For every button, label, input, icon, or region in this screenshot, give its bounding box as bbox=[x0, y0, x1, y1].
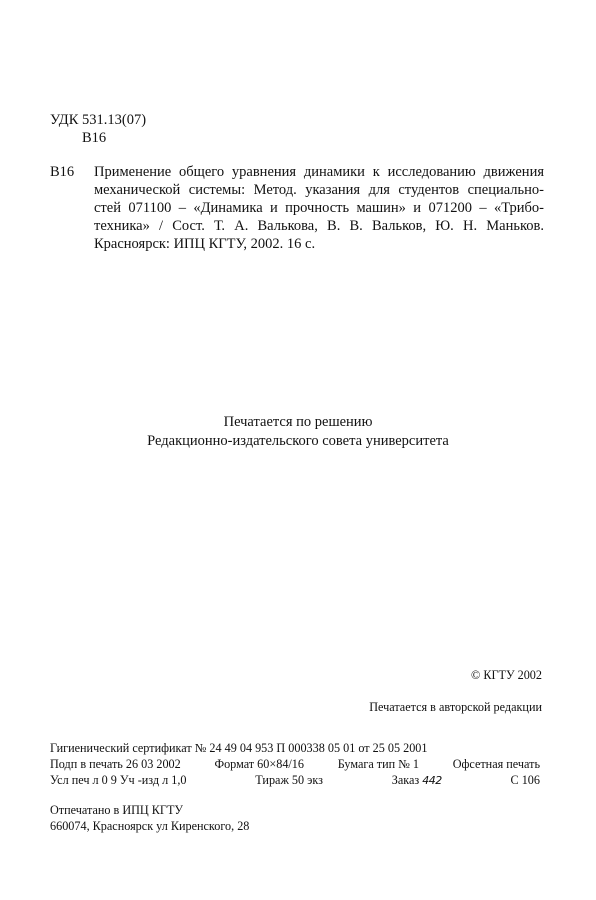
edition-note: Печатается в авторской редакции bbox=[369, 700, 542, 714]
imprint-signed-date: Подп в печать 26 03 2002 bbox=[50, 757, 181, 771]
approval-line: Редакционно-издательского совета университета bbox=[147, 433, 449, 449]
copyright-notice: © КГТУ 2002 bbox=[471, 668, 542, 682]
classification-code: В16 bbox=[82, 130, 107, 146]
printer-address: 660074, Красноярск ул Киренского, 28 bbox=[50, 819, 250, 833]
imprint-print-run: Тираж 50 экз bbox=[255, 773, 323, 787]
udk-code: УДК 531.13(07) bbox=[50, 112, 147, 128]
bibliography-line: стей 071100 – «Динамика и прочность машин» и 071200 – «Трибо- bbox=[94, 200, 544, 216]
imprint-page-code: С 106 bbox=[510, 773, 540, 787]
imprint-print-type: Офсетная печать bbox=[452, 757, 540, 771]
hygiene-certificate: Гигиенический сертификат № 24 49 04 953 П 000338 05 01 от 25 05 2001 bbox=[50, 741, 428, 755]
imprint-row bbox=[50, 772, 540, 789]
bibliography-line: Применение общего уравнения динамики к исследованию движения bbox=[94, 164, 544, 180]
bibliography-line: механической системы: Метод. указания для студентов специально- bbox=[94, 182, 544, 198]
imprint-row bbox=[50, 756, 540, 772]
bibliography-line: техника» / Сост. Т. А. Валькова, В. В. Вальков, Ю. Н. Маньков. bbox=[94, 218, 544, 234]
printed-at: Отпечатано в ИПЦ КГТУ bbox=[50, 803, 184, 817]
bibliography-line: Красноярск: ИПЦ КГТУ, 2002. 16 с. bbox=[94, 236, 316, 252]
imprint-sheets: Усл печ л 0 9 Уч -изд л 1,0 bbox=[50, 773, 187, 787]
imprint-paper: Бумага тип № 1 bbox=[337, 757, 419, 771]
imprint-order-label: Заказ bbox=[391, 773, 420, 787]
bibliography-code: В16 bbox=[50, 164, 75, 180]
imprint-format: Формат 60×84/16 bbox=[214, 757, 304, 771]
imprint-order bbox=[392, 772, 442, 789]
approval-line: Печатается по решению bbox=[223, 414, 373, 430]
imprint-order-number: 442 bbox=[422, 774, 442, 787]
